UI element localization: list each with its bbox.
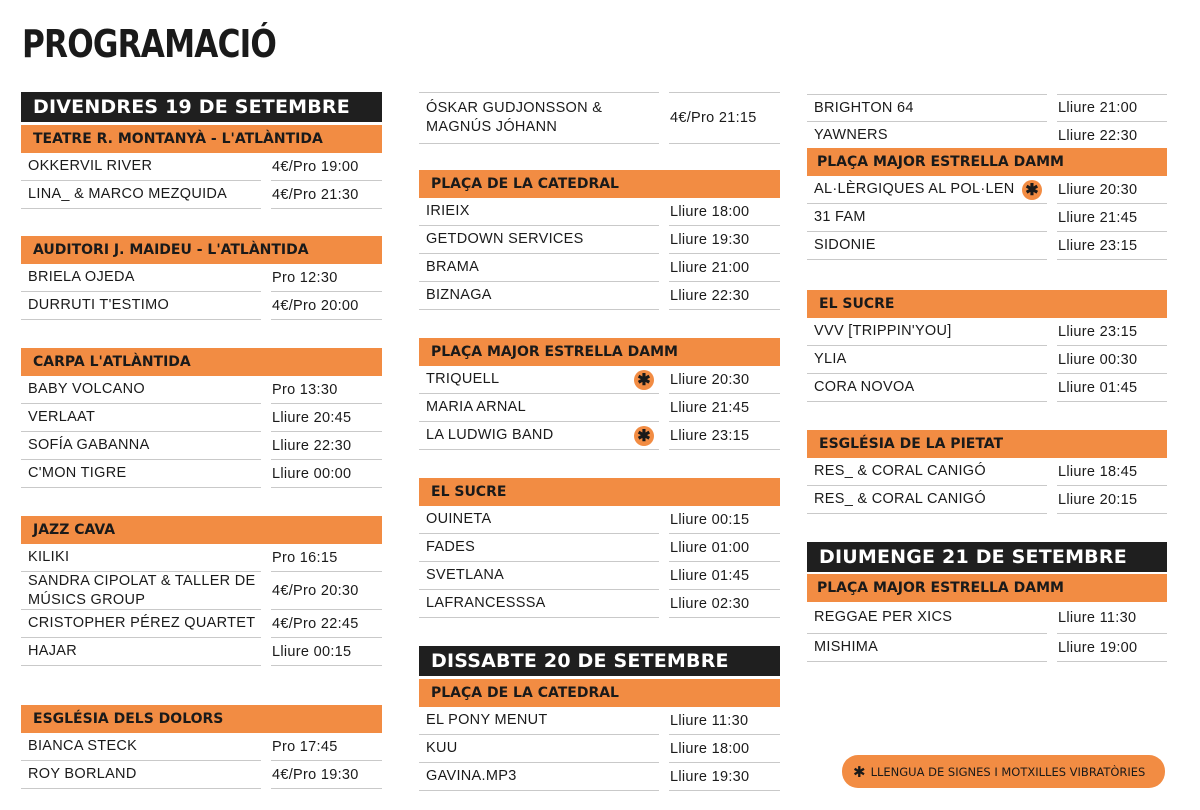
schedule-row <box>807 176 1167 204</box>
schedule-row <box>807 232 1167 260</box>
artist-name: MISHIMA <box>807 634 1047 662</box>
ticket-and-time: Lliure 22:30 <box>669 282 780 310</box>
artist-name: CRISTOPHER PÉREZ QUARTET <box>21 610 261 638</box>
artist-name: GAVINA.MP3 <box>419 763 659 791</box>
ticket-and-time: Lliure 20:45 <box>271 404 382 432</box>
artist-name: BABY VOLCANO <box>21 376 261 404</box>
schedule-row <box>21 460 382 488</box>
venue-header: PLAÇA MAJOR ESTRELLA DAMM <box>419 338 780 366</box>
accessibility-legend <box>842 755 1165 788</box>
ticket-and-time: 4€/Pro 20:30 <box>271 572 382 610</box>
venue-header: AUDITORI J. MAIDEU - L'ATLÀNTIDA <box>21 236 382 264</box>
artist-name: ROY BORLAND <box>21 761 261 789</box>
ticket-and-time: Lliure 18:00 <box>669 735 780 763</box>
artist-name: BRIELA OJEDA <box>21 264 261 292</box>
artist-name: EL PONY MENUT <box>419 707 659 735</box>
schedule-row <box>807 94 1167 122</box>
ticket-and-time: Lliure 22:30 <box>1057 122 1167 150</box>
ticket-and-time: 4€/Pro 22:45 <box>271 610 382 638</box>
artist-name: CORA NOVOA <box>807 374 1047 402</box>
schedule-row <box>419 226 780 254</box>
artist-name: AL·LÈRGIQUES AL POL·LEN <box>807 176 1047 204</box>
schedule-row <box>807 602 1167 634</box>
ticket-and-time: Lliure 00:15 <box>271 638 382 666</box>
artist-name: YLIA <box>807 346 1047 374</box>
ticket-and-time: Lliure 22:30 <box>271 432 382 460</box>
ticket-and-time: Lliure 00:30 <box>1057 346 1167 374</box>
artist-name: DURRUTI T'ESTIMO <box>21 292 261 320</box>
ticket-and-time: Pro 16:15 <box>271 544 382 572</box>
schedule-row <box>419 254 780 282</box>
schedule-row <box>419 763 780 791</box>
schedule-row <box>807 458 1167 486</box>
schedule-row <box>21 404 382 432</box>
ticket-and-time: Lliure 11:30 <box>1057 602 1167 634</box>
ticket-and-time: 4€/Pro 21:30 <box>271 181 382 209</box>
ticket-and-time: Lliure 21:00 <box>1057 94 1167 122</box>
artist-name: MARIA ARNAL <box>419 394 659 422</box>
venue-header: JAZZ CAVA <box>21 516 382 544</box>
schedule-row <box>419 92 780 144</box>
schedule-row <box>21 153 382 181</box>
schedule-row <box>419 198 780 226</box>
venue-header: ESGLÉSIA DE LA PIETAT <box>807 430 1167 458</box>
sign-language-icon: ✱ <box>1022 180 1042 200</box>
schedule-row <box>419 562 780 590</box>
schedule-row <box>21 572 382 610</box>
ticket-and-time: Lliure 11:30 <box>669 707 780 735</box>
schedule-row <box>21 638 382 666</box>
schedule-row <box>21 544 382 572</box>
ticket-and-time: Lliure 21:45 <box>1057 204 1167 232</box>
schedule-row <box>419 590 780 618</box>
artist-name: 31 FAM <box>807 204 1047 232</box>
ticket-and-time: Lliure 20:15 <box>1057 486 1167 514</box>
ticket-and-time: Pro 17:45 <box>271 733 382 761</box>
artist-name: YAWNERS <box>807 122 1047 150</box>
ticket-and-time: Lliure 19:30 <box>669 763 780 791</box>
schedule-row <box>419 394 780 422</box>
venue-header: ESGLÉSIA DELS DOLORS <box>21 705 382 733</box>
ticket-and-time: Lliure 23:15 <box>669 422 780 450</box>
ticket-and-time: Lliure 01:45 <box>669 562 780 590</box>
sign-language-icon: ✱ <box>634 370 654 390</box>
ticket-and-time: Lliure 00:15 <box>669 506 780 534</box>
artist-name: RES_ & CORAL CANIGÓ <box>807 486 1047 514</box>
artist-name: ÓSKAR GUDJONSSON & MAGNÚS JÓHANN <box>419 92 659 144</box>
artist-name: BRIGHTON 64 <box>807 94 1047 122</box>
ticket-and-time: Lliure 19:30 <box>669 226 780 254</box>
ticket-and-time: Lliure 18:45 <box>1057 458 1167 486</box>
ticket-and-time: Lliure 23:15 <box>1057 318 1167 346</box>
artist-name: BRAMA <box>419 254 659 282</box>
artist-name: GETDOWN SERVICES <box>419 226 659 254</box>
sign-language-icon: ✱ <box>853 762 866 781</box>
venue-header: CARPA L'ATLÀNTIDA <box>21 348 382 376</box>
artist-name: HAJAR <box>21 638 261 666</box>
artist-name: RES_ & CORAL CANIGÓ <box>807 458 1047 486</box>
schedule-row <box>807 318 1167 346</box>
artist-name: FADES <box>419 534 659 562</box>
artist-name: KUU <box>419 735 659 763</box>
artist-name: VERLAAT <box>21 404 261 432</box>
schedule-row <box>21 610 382 638</box>
venue-header: PLAÇA MAJOR ESTRELLA DAMM <box>807 574 1167 602</box>
artist-name: SVETLANA <box>419 562 659 590</box>
sign-language-icon: ✱ <box>634 426 654 446</box>
artist-name: SIDONIE <box>807 232 1047 260</box>
schedule-row <box>419 534 780 562</box>
ticket-and-time: 4€/Pro 19:00 <box>271 153 382 181</box>
artist-name: OKKERVIL RIVER <box>21 153 261 181</box>
schedule-row <box>21 761 382 789</box>
schedule-row <box>21 292 382 320</box>
ticket-and-time: Lliure 02:30 <box>669 590 780 618</box>
schedule-row <box>419 282 780 310</box>
schedule-row <box>807 204 1167 232</box>
schedule-row <box>807 122 1167 150</box>
ticket-and-time: 4€/Pro 20:00 <box>271 292 382 320</box>
schedule-row <box>21 733 382 761</box>
schedule-row <box>807 374 1167 402</box>
artist-name: VVV [TRIPPIN'YOU] <box>807 318 1047 346</box>
schedule-row <box>21 264 382 292</box>
schedule-row <box>419 707 780 735</box>
ticket-and-time: 4€/Pro 19:30 <box>271 761 382 789</box>
schedule-row <box>419 422 780 450</box>
venue-header: EL SUCRE <box>419 478 780 506</box>
ticket-and-time: Pro 12:30 <box>271 264 382 292</box>
ticket-and-time: Lliure 23:15 <box>1057 232 1167 260</box>
ticket-and-time: 4€/Pro 21:15 <box>669 92 780 144</box>
day-header: DIVENDRES 19 DE SETEMBRE <box>21 92 382 122</box>
artist-name: SANDRA CIPOLAT & TALLER DE MÚSICS GROUP <box>21 572 261 610</box>
ticket-and-time: Lliure 20:30 <box>669 366 780 394</box>
artist-name: BIANCA STECK <box>21 733 261 761</box>
artist-name: TRIQUELL <box>419 366 659 394</box>
artist-name: IRIEIX <box>419 198 659 226</box>
ticket-and-time: Lliure 21:45 <box>669 394 780 422</box>
legend-text: LLENGUA DE SIGNES I MOTXILLES VIBRATÒRIES <box>870 764 1146 779</box>
schedule-row <box>21 181 382 209</box>
artist-name: LAFRANCESSSA <box>419 590 659 618</box>
artist-name: KILIKI <box>21 544 261 572</box>
schedule-row <box>419 735 780 763</box>
page-title: PROGRAMACIÓ <box>22 22 277 66</box>
artist-name: OUINETA <box>419 506 659 534</box>
ticket-and-time: Lliure 00:00 <box>271 460 382 488</box>
day-header: DIUMENGE 21 DE SETEMBRE <box>807 542 1167 572</box>
venue-header: PLAÇA DE LA CATEDRAL <box>419 679 780 707</box>
artist-name: LINA_ & MARCO MEZQUIDA <box>21 181 261 209</box>
venue-header: EL SUCRE <box>807 290 1167 318</box>
ticket-and-time: Lliure 18:00 <box>669 198 780 226</box>
day-header: DISSABTE 20 DE SETEMBRE <box>419 646 780 676</box>
schedule-row <box>807 634 1167 662</box>
ticket-and-time: Lliure 19:00 <box>1057 634 1167 662</box>
artist-name: SOFÍA GABANNA <box>21 432 261 460</box>
schedule-row <box>807 486 1167 514</box>
artist-name: C'MON TIGRE <box>21 460 261 488</box>
ticket-and-time: Lliure 21:00 <box>669 254 780 282</box>
schedule-row <box>419 366 780 394</box>
artist-name: LA LUDWIG BAND <box>419 422 659 450</box>
venue-header: PLAÇA MAJOR ESTRELLA DAMM <box>807 148 1167 176</box>
venue-header: TEATRE R. MONTANYÀ - L'ATLÀNTIDA <box>21 125 382 153</box>
schedule-row <box>419 506 780 534</box>
artist-name: REGGAE PER XICS <box>807 602 1047 634</box>
schedule-row <box>807 346 1167 374</box>
schedule-row <box>21 432 382 460</box>
ticket-and-time: Lliure 01:00 <box>669 534 780 562</box>
venue-header: PLAÇA DE LA CATEDRAL <box>419 170 780 198</box>
ticket-and-time: Lliure 01:45 <box>1057 374 1167 402</box>
schedule-row <box>21 376 382 404</box>
ticket-and-time: Pro 13:30 <box>271 376 382 404</box>
artist-name: BIZNAGA <box>419 282 659 310</box>
ticket-and-time: Lliure 20:30 <box>1057 176 1167 204</box>
